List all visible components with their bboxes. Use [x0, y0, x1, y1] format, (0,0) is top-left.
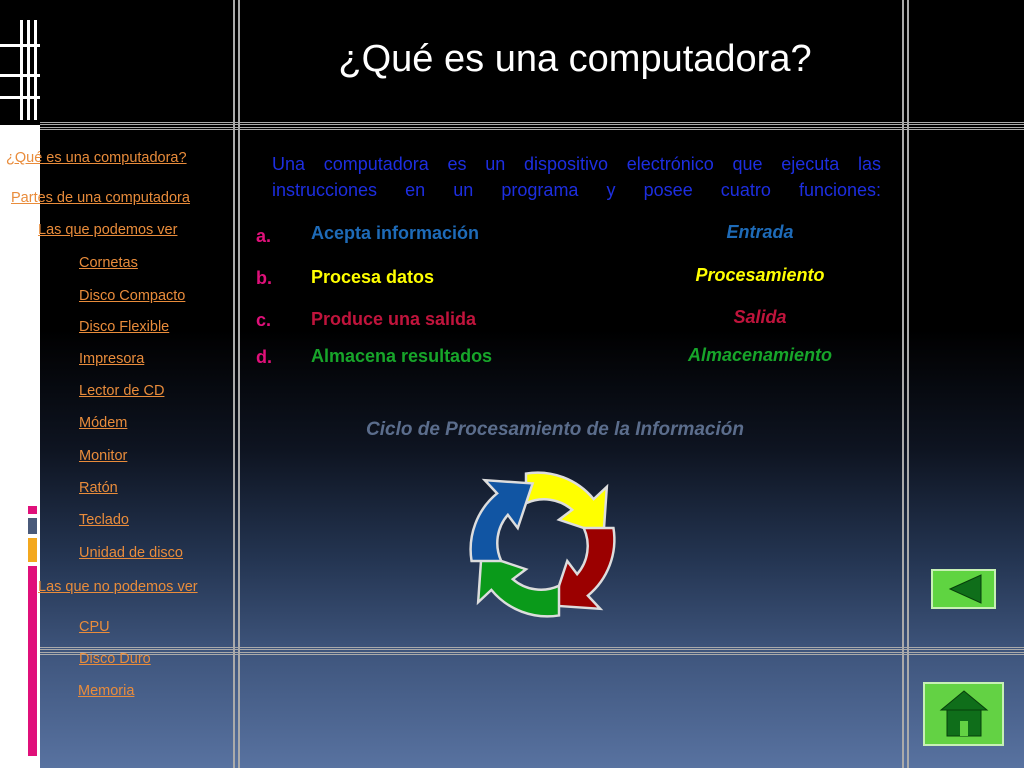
- divider-horizontal: [40, 122, 1024, 125]
- nav-link-unidad-disco[interactable]: Unidad de disco: [79, 545, 183, 561]
- nav-link-disco-flexible[interactable]: Disco Flexible: [79, 319, 170, 335]
- function-text: Acepta información: [311, 223, 480, 243]
- nav-link-cpu[interactable]: CPU: [79, 619, 110, 635]
- nav-link-raton[interactable]: Ratón: [79, 480, 118, 496]
- nav-link-monitor[interactable]: Monitor: [79, 448, 128, 464]
- function-letter: d.: [256, 347, 272, 367]
- nav-link-partes[interactable]: Partes de una computadora: [11, 190, 190, 206]
- nav-link-disco-duro[interactable]: Disco Duro: [79, 651, 151, 667]
- nav-link-las-que-podemos-ver[interactable]: Las que podemos ver: [38, 222, 178, 238]
- function-letter: a.: [256, 226, 272, 246]
- cycle-arrow-yellow: [526, 473, 607, 535]
- nav-link-disco-compacto[interactable]: Disco Compacto: [79, 288, 186, 304]
- accent-bar-magenta: [28, 566, 37, 756]
- nav-link-cornetas[interactable]: Cornetas: [79, 255, 138, 271]
- function-letter: c.: [256, 310, 272, 330]
- accent-bar-gray: [28, 518, 37, 534]
- cycle-arrow-blue: [471, 480, 533, 561]
- function-category: Procesamiento: [695, 265, 825, 285]
- divider-horizontal: [40, 127, 1024, 130]
- home-button[interactable]: [923, 682, 1004, 746]
- house-icon: [925, 684, 1002, 744]
- processing-cycle-icon: [455, 462, 630, 627]
- nav-link-modem[interactable]: Módem: [79, 415, 128, 431]
- cycle-arrow-red: [552, 528, 614, 609]
- function-text: Produce una salida: [311, 309, 477, 329]
- nav-link-lector-cd[interactable]: Lector de CD: [79, 383, 165, 399]
- nav-link-las-que-no-podemos-ver[interactable]: Las que no podemos ver: [38, 579, 198, 595]
- function-letter: b.: [256, 268, 272, 288]
- accent-bar-magenta-top: [28, 506, 37, 514]
- nav-link-que-es[interactable]: ¿Qué es una computadora?: [6, 150, 187, 166]
- cycle-arrow-green: [478, 554, 559, 616]
- slide-title: ¿Qué es una computadora?: [338, 38, 812, 80]
- divider-horizontal: [40, 652, 1024, 655]
- function-category: Entrada: [726, 222, 794, 242]
- function-category: Salida: [733, 307, 787, 327]
- divider-horizontal: [40, 647, 1024, 650]
- triangle-left-icon: [933, 571, 994, 607]
- nav-link-memoria[interactable]: Memoria: [78, 683, 135, 699]
- back-button[interactable]: [931, 569, 996, 609]
- intro-paragraph: Una computadora es un dispositivo electrónico que ejecuta las instrucciones en un programa y posee cuatro funciones:: [272, 154, 881, 200]
- function-category: Almacenamiento: [687, 345, 833, 365]
- corner-decoration: [0, 0, 40, 130]
- nav-link-impresora[interactable]: Impresora: [79, 351, 145, 367]
- cycle-caption: Ciclo de Procesamiento de la Información: [366, 419, 744, 440]
- function-text: Procesa datos: [311, 267, 435, 287]
- function-text: Almacena resultados: [311, 346, 493, 366]
- nav-link-teclado[interactable]: Teclado: [79, 512, 129, 528]
- accent-bar-orange: [28, 538, 37, 562]
